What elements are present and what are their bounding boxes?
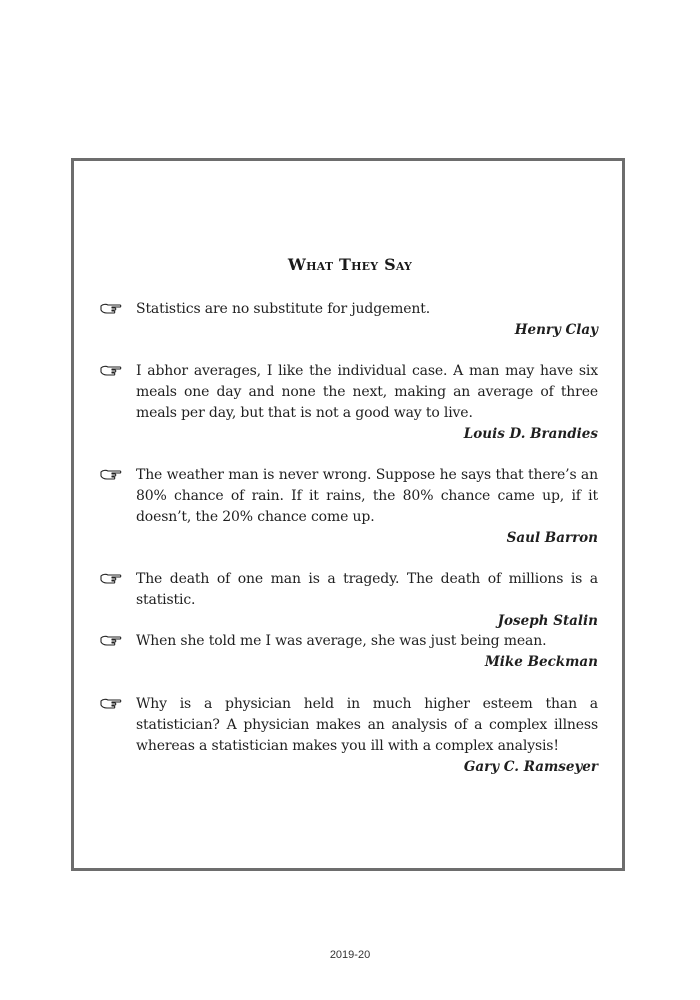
quote-item <box>100 694 598 778</box>
pointing-hand-icon <box>100 362 122 378</box>
quote-item <box>100 465 598 549</box>
quote-author: Joseph Stalin <box>497 613 598 629</box>
quote-item <box>100 299 598 341</box>
pointing-hand-icon <box>100 695 122 711</box>
quote-text: When she told me I was average, she was just being mean. <box>136 633 547 649</box>
quote-item <box>100 631 598 673</box>
pointing-hand-icon <box>100 632 122 648</box>
quote-text: Statistics are no substitute for judgement. <box>136 301 431 317</box>
page-footer-year: 2019-20 <box>329 949 371 961</box>
quote-text: I abhor averages, I like the individual case. A man may have six meals one day and none the next, making an average of three meals per day, but that is not a good way to live. <box>136 363 598 421</box>
quote-author: Mike Beckman <box>484 654 598 670</box>
quote-author: Henry Clay <box>514 322 598 338</box>
quote-author: Louis D. Brandies <box>463 426 598 442</box>
quote-item <box>100 569 598 632</box>
quote-author: Saul Barron <box>506 530 598 546</box>
quote-author: Gary C. Ramseyer <box>463 759 598 775</box>
pointing-hand-icon <box>100 300 122 316</box>
quote-text: The weather man is never wrong. Suppose he says that there’s an 80% chance of rain. If it rains, the 80% chance came up, if it doesn’t, the 20% chance come up. <box>136 467 598 525</box>
page-title: What They Say <box>287 255 413 274</box>
pointing-hand-icon <box>100 570 122 586</box>
pointing-hand-icon <box>100 466 122 482</box>
quote-text: Why is a physician held in much higher esteem than a statistician? A physician makes an analysis of a complex illness whereas a statistician makes you ill with a complex analysis! <box>136 696 598 754</box>
quote-item <box>100 361 598 445</box>
quote-text: The death of one man is a tragedy. The death of millions is a statistic. <box>136 571 598 608</box>
